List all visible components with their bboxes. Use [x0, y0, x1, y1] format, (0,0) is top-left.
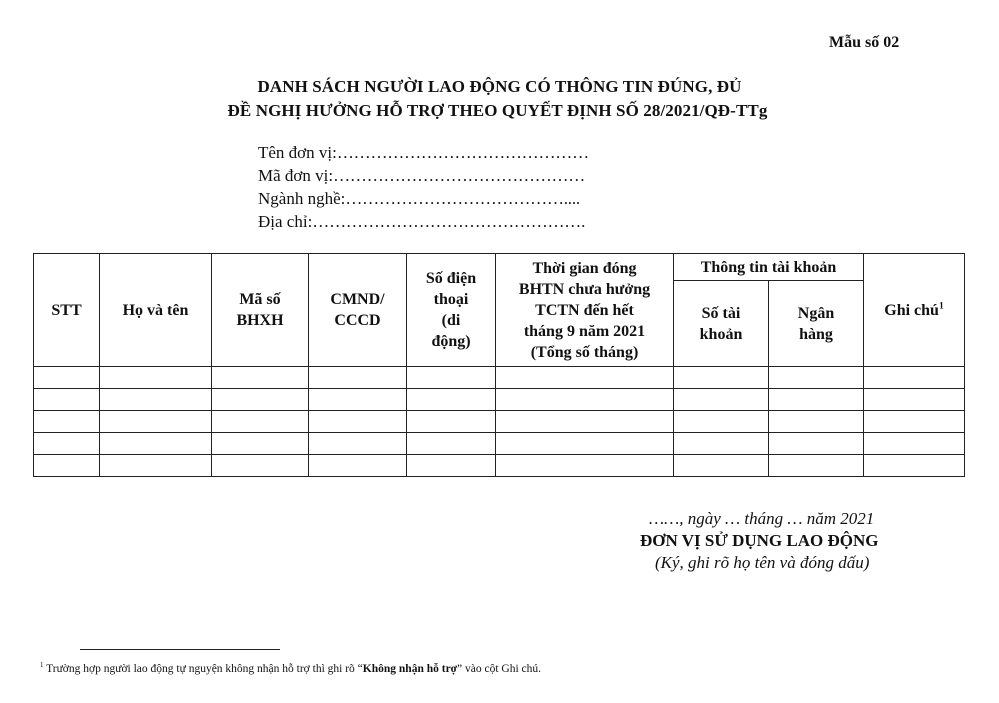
header-id-card: CMND/ CCCD	[309, 254, 407, 367]
unit-name-field	[258, 143, 589, 163]
document-title-line-2: ĐỀ NGHỊ HƯỞNG HỖ TRỢ THEO QUYẾT ĐỊNH SỐ 28/2021/QĐ-TTg	[227, 101, 768, 120]
address-field	[258, 212, 585, 232]
table-row	[34, 389, 965, 411]
footnote-ref: 1	[938, 300, 944, 312]
header-contribution-period: Thời gian đóng BHTN chưa hưởng TCTN đến hết tháng 9 năm 2021 (Tổng số tháng)	[496, 254, 674, 367]
unit-name-label: Tên đơn vị:	[258, 143, 337, 162]
footnote-text-before: Trường hợp người lao động tự nguyện không nhận hỗ trợ thì ghi rõ “	[43, 663, 363, 675]
document-title-line-1: DANH SÁCH NGƯỜI LAO ĐỘNG CÓ THÔNG TIN ĐÚNG, ĐỦ	[257, 77, 742, 96]
industry-blank: …………………………………....	[345, 189, 580, 208]
header-full-name: Họ và tên	[100, 254, 212, 367]
unit-code-field	[258, 166, 585, 186]
header-notes: Ghi chú$^1$	[864, 254, 965, 367]
industry-field	[258, 189, 580, 209]
signature-organization: ĐƠN VỊ SỬ DỤNG LAO ĐỘNG	[640, 531, 879, 550]
table-row	[34, 455, 965, 477]
header-bank: Ngân hàng	[769, 281, 864, 367]
unit-code-label: Mã đơn vị:	[258, 166, 334, 185]
unit-name-blank: ………………………………………	[336, 143, 589, 162]
footnote-text-after: ” vào cột Ghi chú.	[457, 663, 542, 675]
footnote-divider	[80, 649, 280, 650]
header-account-info: Thông tin tài khoản	[674, 254, 864, 281]
header-phone: Số điện thoại (di động)	[407, 254, 496, 367]
unit-code-blank: ………………………………………	[333, 166, 586, 185]
form-number: Mẫu số 02	[829, 34, 900, 51]
table-row	[34, 367, 965, 389]
address-label: Địa chỉ:	[258, 212, 313, 231]
table-row	[34, 411, 965, 433]
address-blank: ………………………………………….	[312, 212, 586, 231]
employee-table	[33, 253, 965, 477]
signature-date-line: ……, ngày … tháng … năm 2021	[649, 509, 875, 528]
signature-instruction: (Ký, ghi rõ họ tên và đóng dấu)	[655, 553, 870, 572]
header-stt: STT	[34, 254, 100, 367]
footnote-marker: 1	[40, 662, 44, 670]
table-row	[34, 433, 965, 455]
table-body	[34, 367, 965, 477]
footnote-text-bold: Không nhận hỗ trợ	[362, 663, 458, 675]
header-account-number: Số tài khoản	[674, 281, 769, 367]
industry-label: Ngành nghề:	[258, 189, 346, 208]
header-social-insurance-code: Mã số BHXH	[212, 254, 309, 367]
footnote	[40, 663, 541, 675]
